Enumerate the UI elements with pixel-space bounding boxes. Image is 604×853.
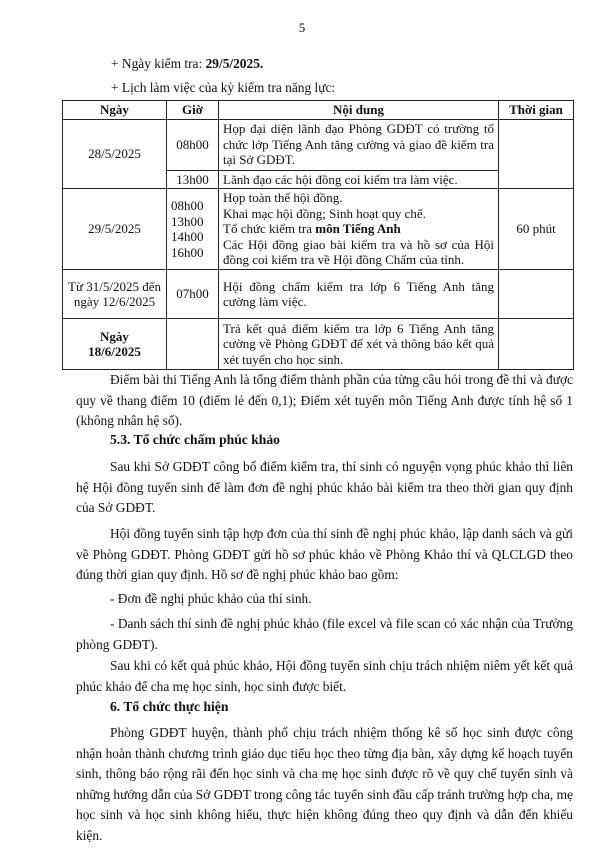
row-duration-empty <box>499 119 574 189</box>
section-heading-5-3: 5.3. Tổ chức chấm phúc khảo <box>110 432 280 447</box>
content-entry: Các Hội đồng giao bài kiểm tra và hồ sơ của Hội đồng coi kiểm tra về Hội đồng Chấm của tỉnh. <box>223 236 494 268</box>
time-entry: 08h00 <box>171 198 204 213</box>
result-paragraph <box>76 656 573 697</box>
row-day: 29/5/2025 <box>63 189 167 270</box>
table-row <box>63 319 574 370</box>
row-content: Lãnh đạo các hội đồng coi kiểm tra làm việc. <box>219 170 499 189</box>
row-time: 08h00 <box>167 119 219 170</box>
row-day: 28/5/2025 <box>63 119 167 189</box>
schedule-intro: + Lịch làm việc của kỳ kiểm tra năng lực: <box>111 80 336 95</box>
content-text: Tổ chức kiểm tra <box>223 221 316 237</box>
row-day <box>63 319 167 370</box>
content-entry: Họp toàn thể hội đồng. <box>223 190 343 206</box>
row-contents <box>219 189 499 270</box>
content-entry: Khai mạc hội đồng; Sinh hoạt quy chế. <box>223 205 426 221</box>
check-date-line <box>111 56 263 72</box>
paragraph-text: Phòng GDĐT huyện, thành phố chịu trách nhiệm thống kê số học sinh được công nhận hoàn thành chương trình giáo dục tiểu học theo từng địa bàn, xây dựng kế hoạch tuyển sinh, thông báo rộng rãi đến học sinh và cha mẹ học sinh được rõ về quy chế tuyển sinh và những hướng dẫn của Sở GDĐT trong công tác tuyển sinh đầu cấp tránh trường hợp cha, mẹ học sinh và học sinh không hiểu, thực hiện không đúng theo quy định và dẫn đến khiếu kiện. <box>76 725 573 843</box>
day-label: Ngày <box>100 328 129 344</box>
header-time: Giờ <box>167 101 219 120</box>
list-item <box>76 614 573 655</box>
list-item: - Đơn đề nghị phúc khảo của thí sinh. <box>110 591 312 606</box>
header-content: Nội dung <box>219 101 499 120</box>
table-header-row <box>63 101 574 120</box>
row-time-empty <box>167 319 219 370</box>
row-time: 13h00 <box>167 170 219 189</box>
paragraph-text: Sau khi có kết quả phúc khảo, Hội đồng tuyển sinh chịu trách nhiệm niêm yết kết quả phúc khảo để cha mẹ học sinh, học sinh được biết. <box>76 658 573 694</box>
header-duration: Thời gian <box>499 101 574 120</box>
row-time: 07h00 <box>167 270 219 319</box>
section-heading-6: 6. Tổ chức thực hiện <box>110 699 229 714</box>
row-duration-empty <box>499 270 574 319</box>
paragraph-text: - Danh sách thí sinh đề nghị phúc khảo (file excel và file scan có xác nhận của Trưởng phòng GDĐT). <box>76 616 573 652</box>
header-day: Ngày <box>63 101 167 120</box>
paragraph-text: Hội đồng tuyển sinh tập hợp đơn của thí sinh đề nghị phúc khảo, lập danh sách và gửi về Phòng GDĐT. Phòng GDĐT gửi hồ sơ phúc khảo về Phòng Khảo thí và QLCLGD theo đúng thời gian quy định. Hồ sơ đề nghị phúc khảo bao gồm: <box>76 526 573 582</box>
score-paragraph <box>76 370 573 432</box>
paragraph-text: Điểm bài thi Tiếng Anh là tổng điểm thành phần của từng câu hỏi trong đề thi và được quy về thang điểm 10 (điểm lẻ đến 0,1); Điểm xét tuyển môn Tiếng Anh được tính hệ số 1 (không nhân hệ số). <box>76 372 573 428</box>
check-date-value: 29/5/2025. <box>205 56 264 71</box>
content-entry <box>223 221 494 237</box>
page-number: 5 <box>298 20 306 35</box>
row-duration-empty <box>499 319 574 370</box>
time-entry: 13h00 <box>171 213 204 229</box>
time-entry: 14h00 <box>171 229 204 244</box>
council-paragraph <box>76 524 573 586</box>
review-paragraph <box>76 457 573 519</box>
row-content: Trả kết quả điểm kiểm tra lớp 6 Tiếng Anh tăng cường về Phòng GDĐT để xét và thông báo kết quả xét tuyển cho học sinh. <box>219 319 499 370</box>
table-row <box>63 119 574 170</box>
row-duration: 60 phút <box>499 189 574 270</box>
row-content: Họp đại diện lãnh đạo Phòng GDĐT có trường tổ chức lớp Tiếng Anh tăng cường và giao đề kiểm tra tại Sở GDĐT. <box>219 119 499 170</box>
schedule-table <box>62 100 574 370</box>
row-times <box>167 189 219 270</box>
paragraph-text: Sau khi Sở GDĐT công bố điểm kiểm tra, thí sinh có nguyện vọng phúc khảo thì liên hệ Hội đồng tuyển sinh để làm đơn đề nghị phúc khảo bài kiểm tra theo thời gian quy định của Sở GDĐT. <box>76 459 573 515</box>
implementation-paragraph <box>76 723 573 846</box>
table-row <box>63 189 574 270</box>
check-date-label: + Ngày kiểm tra: <box>111 56 206 71</box>
day-date: 18/6/2025 <box>88 344 141 359</box>
table-row <box>63 270 574 319</box>
subject-name: môn Tiếng Anh <box>315 221 401 237</box>
row-content: Hội đồng chấm kiểm tra lớp 6 Tiếng Anh tăng cường làm việc. <box>219 270 499 319</box>
time-entry: 16h00 <box>171 244 204 260</box>
row-day: Từ 31/5/2025 đến ngày 12/6/2025 <box>63 270 167 319</box>
